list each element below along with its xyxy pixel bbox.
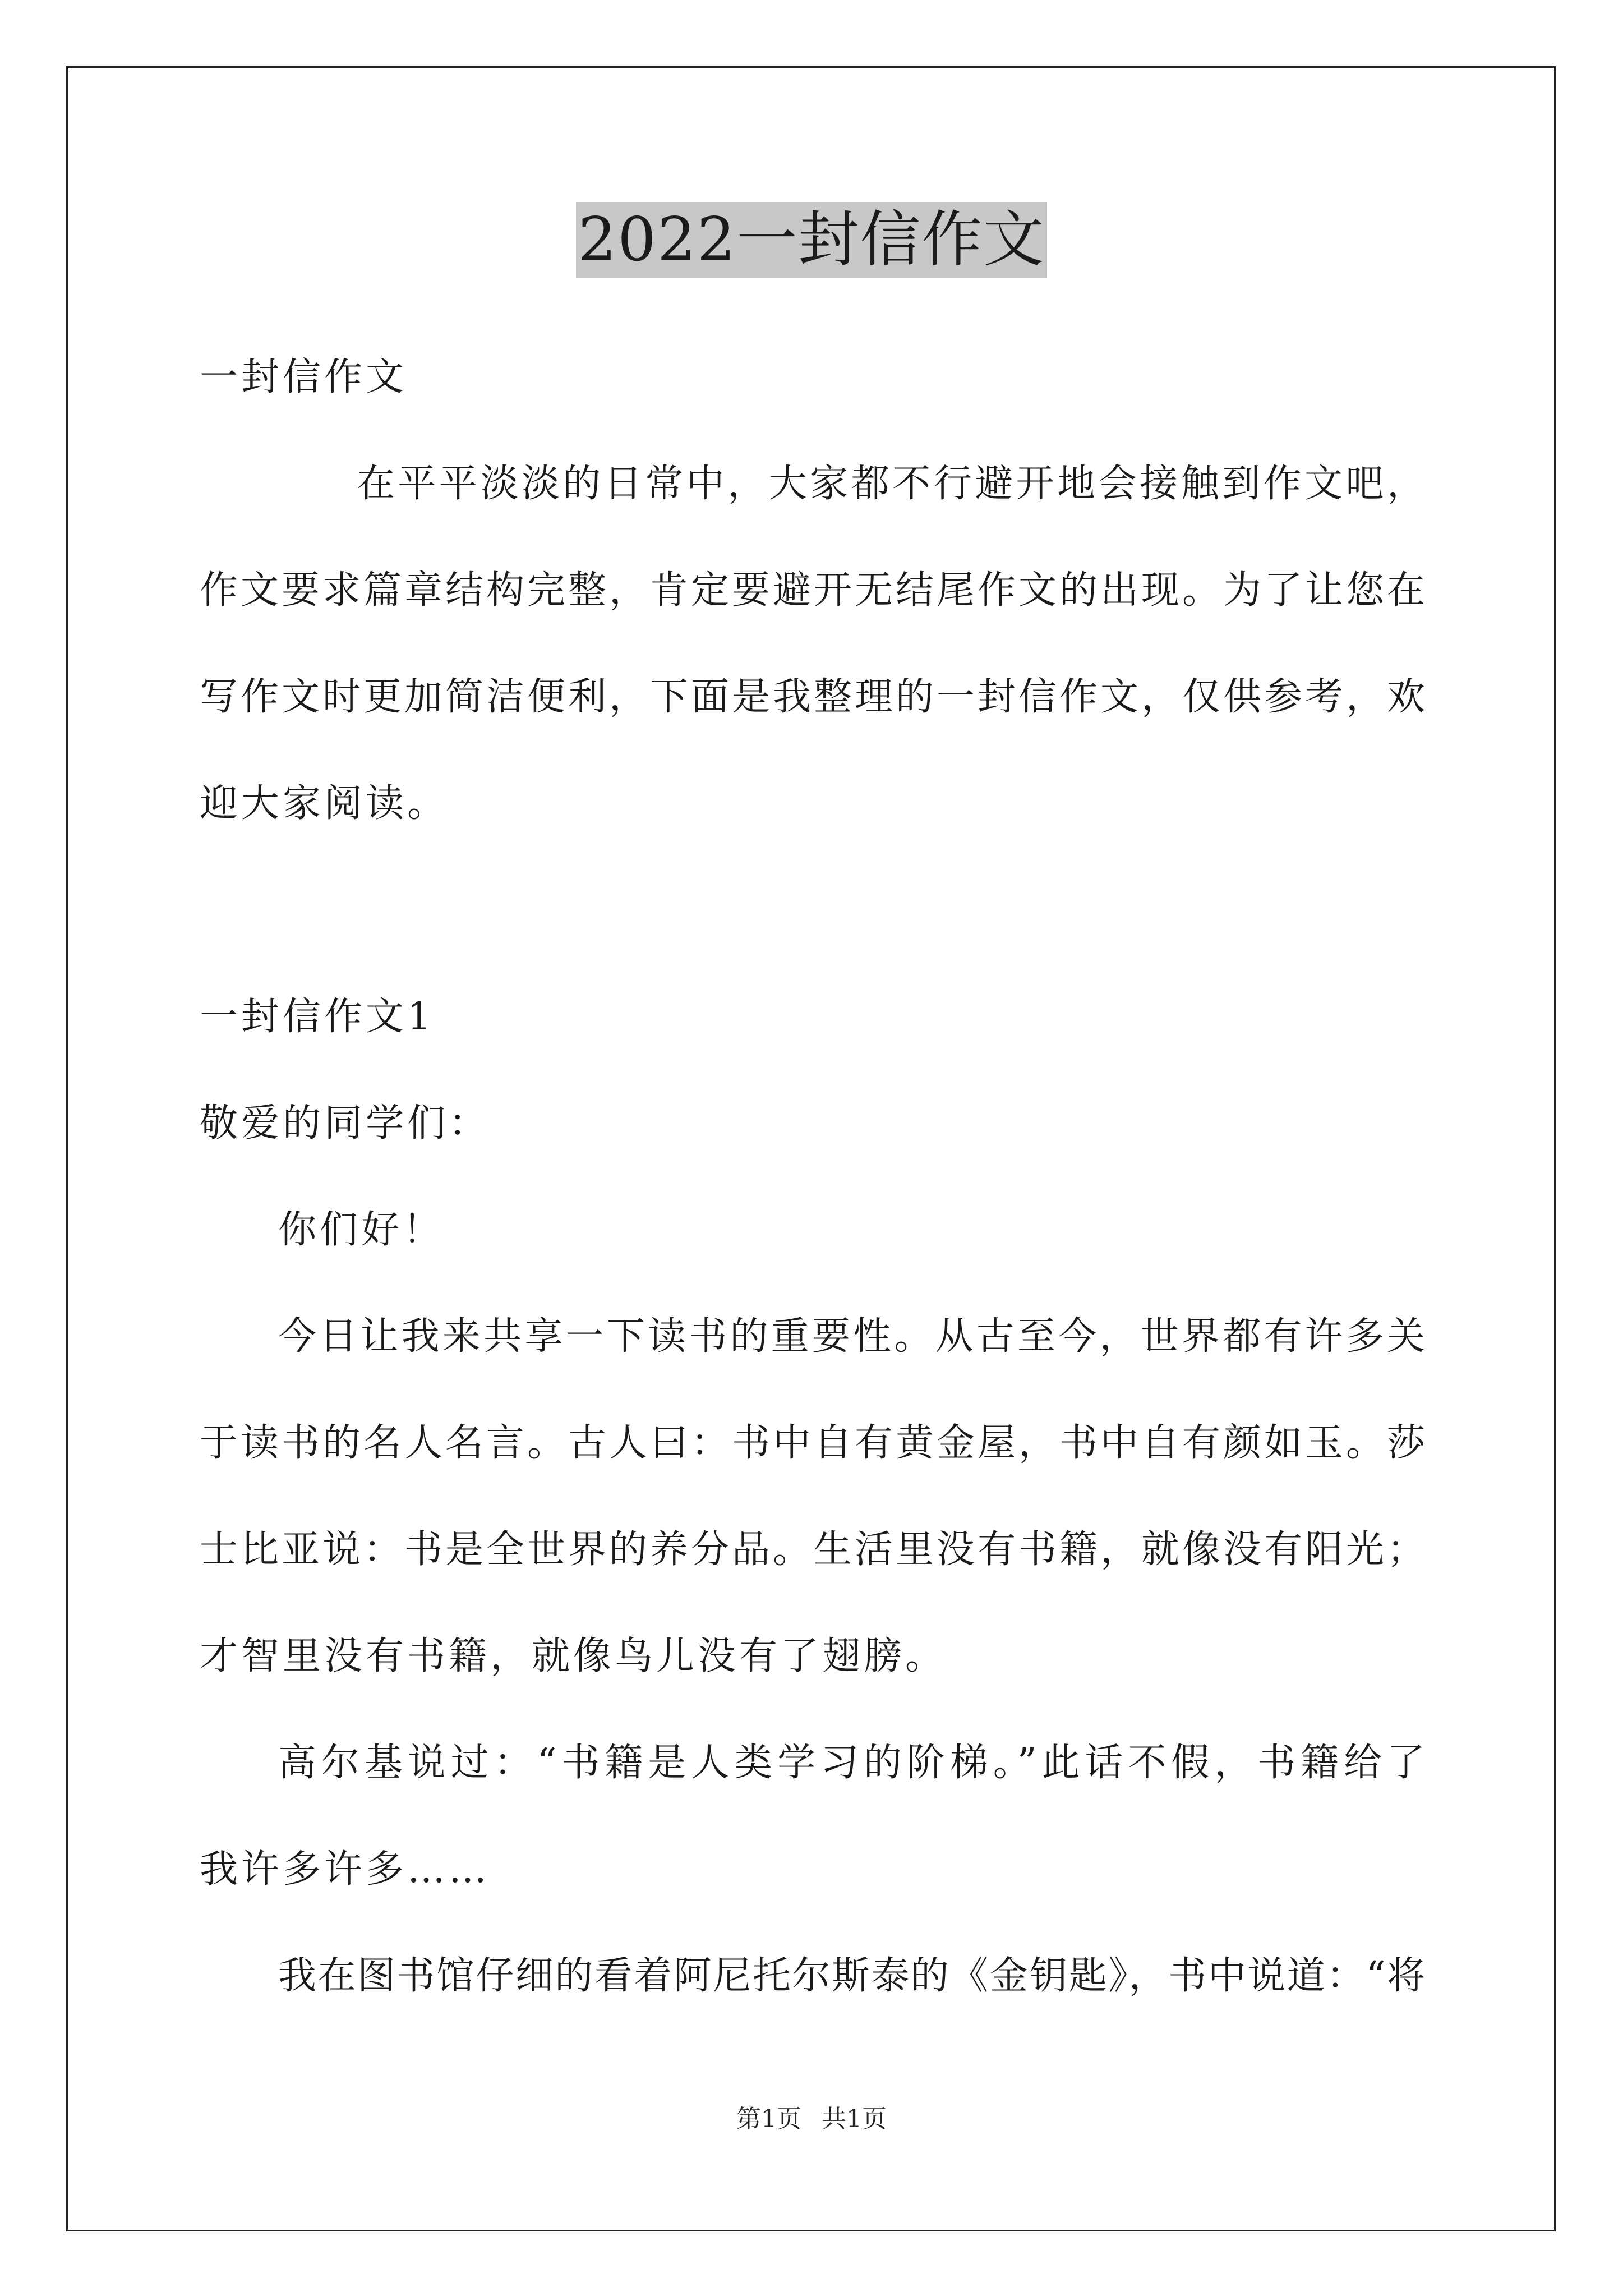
intro-line: 在平平淡淡的日常中，大家都不行避开地会接触到作文吧， bbox=[357, 462, 1425, 506]
paragraph-line: 高尔基说过：“书籍是人类学习的阶梯。”此话不假，书籍给了 bbox=[278, 1741, 1425, 1785]
intro-line: 作文要求篇章结构完整，肯定要避开无结尾作文的出现。为了让您在 bbox=[200, 568, 1425, 613]
document-title: 2022一封信作文 bbox=[576, 202, 1048, 278]
document-heading: 一封信作文 bbox=[200, 355, 408, 399]
page-number-total: 共1页 bbox=[822, 2105, 887, 2133]
paragraph-line: 我在图书馆仔细的看着阿尼托尔斯泰的《金钥匙》，书中说道：“将 bbox=[278, 1954, 1425, 1998]
intro-line: 迎大家阅读。 bbox=[200, 781, 449, 826]
paragraph-line: 才智里没有书籍，就像鸟儿没有了翅膀。 bbox=[200, 1634, 947, 1678]
intro-line: 写作文时更加简洁便利，下面是我整理的一封信作文，仅供参考，欢 bbox=[200, 675, 1425, 719]
page-footer bbox=[0, 2102, 1623, 2136]
section-title: 一封信作文1 bbox=[200, 995, 435, 1039]
paragraph-line: 我许多许多…… bbox=[200, 1847, 491, 1892]
salutation: 敬爱的同学们： bbox=[200, 1101, 491, 1145]
paragraph-line: 今日让我来共享一下读书的重要性。从古至今，世界都有许多关 bbox=[278, 1314, 1425, 1359]
paragraph-line: 士比亚说：书是全世界的养分品。生活里没有书籍，就像没有阳光； bbox=[200, 1527, 1425, 1572]
paragraph-line: 于读书的名人名言。古人曰：书中自有黄金屋，书中自有颜如玉。莎 bbox=[200, 1421, 1425, 1465]
page-number-current: 第1页 bbox=[736, 2105, 801, 2133]
title-container bbox=[0, 202, 1623, 278]
greeting: 你们好！ bbox=[278, 1208, 445, 1252]
